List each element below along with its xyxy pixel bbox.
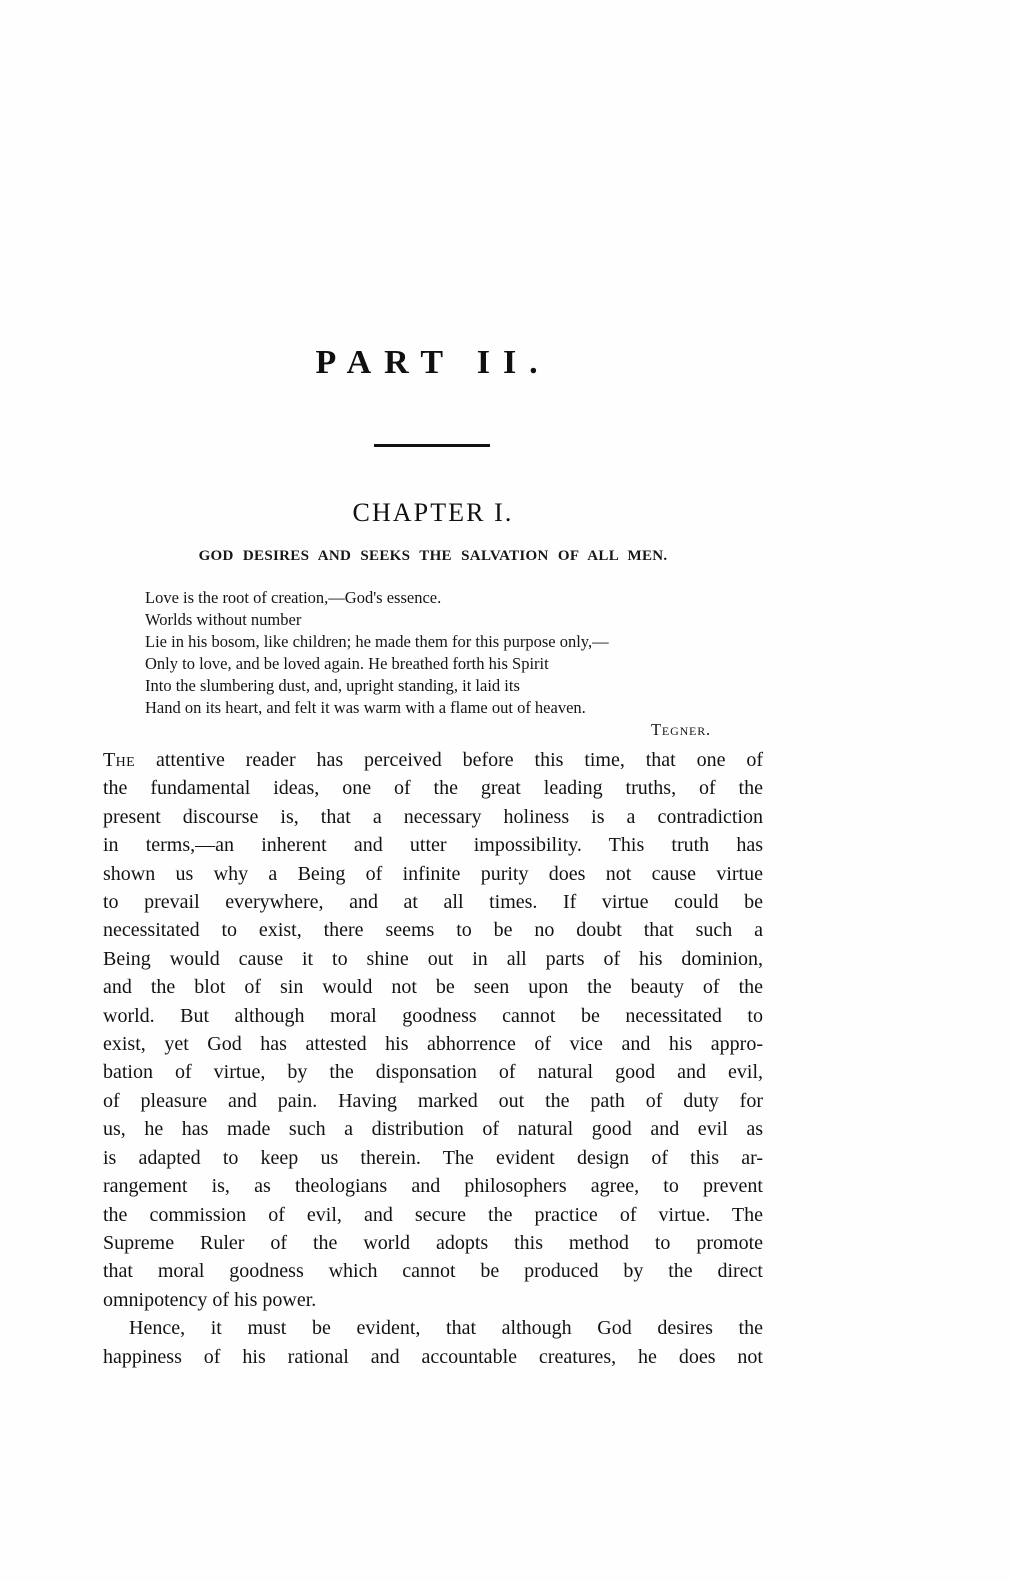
- text-line: omnipotency of his power.: [103, 1288, 317, 1311]
- text-line: world. But although moral goodness cannot be necessitated to: [103, 1004, 763, 1027]
- epigraph-line: Only to love, and be loved again. He breathed forth his Spirit: [145, 654, 549, 673]
- text-line: exist, yet God has attested his abhorrence of vice and his appro-: [103, 1033, 763, 1056]
- text-column: [103, 0, 763, 1580]
- text-line: is adapted to keep us therein. The evident design of this ar-: [103, 1146, 763, 1169]
- text-line: shown us why a Being of infinite purity does not cause virtue: [103, 862, 763, 885]
- epigraph: [145, 587, 763, 741]
- section-divider-rule: [374, 444, 490, 447]
- epigraph-line: Worlds without number: [145, 610, 302, 629]
- text-line: us, he has made such a distribution of natural good and evil as: [103, 1118, 763, 1141]
- body-text: [103, 746, 763, 1371]
- text-line: in terms,—an inherent and utter impossibility. This truth has: [103, 834, 763, 857]
- text-line: The attentive reader has perceived before this time, that one of: [103, 749, 763, 771]
- paragraph: [103, 1314, 763, 1371]
- epigraph-line: Lie in his bosom, like children; he made them for this purpose only,—: [145, 632, 609, 651]
- chapter-title: CHAPTER I.: [352, 498, 514, 527]
- epigraph-lines: [145, 587, 763, 719]
- epigraph-line: Love is the root of creation,—God's essence.: [145, 588, 442, 607]
- text-line: that moral goodness which cannot be produced by the direct: [103, 1260, 763, 1283]
- text-line: and the blot of sin would not be seen upon the beauty of the: [103, 976, 763, 999]
- text-line: to prevail everywhere, and at all times. If virtue could be: [103, 891, 763, 914]
- text-line: of pleasure and pain. Having marked out the path of duty for: [103, 1089, 763, 1112]
- text-line: present discourse is, that a necessary holiness is a contradiction: [103, 805, 763, 828]
- text-line: happiness of his rational and accountable creatures, he does not: [103, 1345, 763, 1368]
- paragraph: [103, 746, 763, 1314]
- epigraph-attribution: Tegner.: [651, 720, 711, 739]
- text-line: Hence, it must be evident, that although God desires the: [129, 1317, 763, 1340]
- epigraph-line: Into the slumbering dust, and, upright standing, it laid its: [145, 676, 520, 695]
- smallcaps-lead-word: The: [103, 749, 136, 771]
- text-line: bation of virtue, by the disponsation of natural good and evil,: [103, 1061, 763, 1084]
- text-line: the fundamental ideas, one of the great leading truths, of the: [103, 777, 763, 800]
- text-line: Being would cause it to shine out in all parts of his dominion,: [103, 947, 763, 970]
- text-line: the commission of evil, and secure the practice of virtue. The: [103, 1203, 763, 1226]
- text-line: rangement is, as theologians and philosophers agree, to prevent: [103, 1175, 763, 1198]
- part-title: PART II.: [315, 344, 551, 381]
- chapter-subtitle: GOD DESIRES AND SEEKS THE SALVATION OF ALL MEN.: [198, 548, 668, 564]
- epigraph-line: Hand on its heart, and felt it was warm with a flame out of heaven.: [145, 698, 586, 717]
- text-line: necessitated to exist, there seems to be no doubt that such a: [103, 919, 763, 942]
- text-line: Supreme Ruler of the world adopts this method to promote: [103, 1231, 763, 1254]
